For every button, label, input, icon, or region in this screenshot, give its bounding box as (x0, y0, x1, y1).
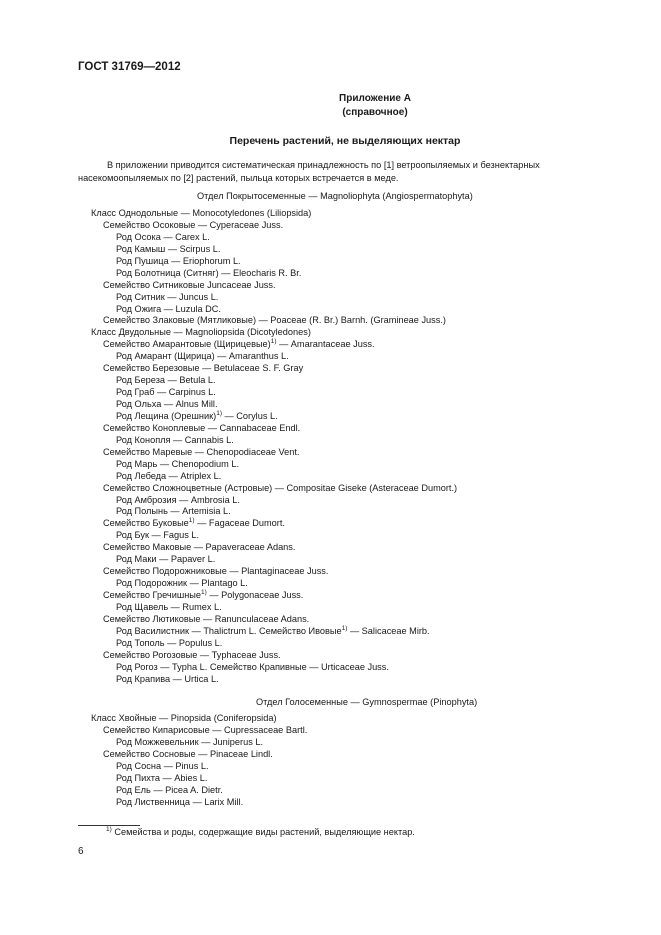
division-heading-angiosperms: Отдел Покрытосеменные — Magnoliophyta (Angiospermatophyta) (197, 191, 473, 201)
taxon-family (78, 566, 638, 578)
taxon-text: Класс Двудольные — Magnoliopsida (Dicotyledones) (91, 327, 311, 338)
taxon-text: Семейство Ситниковые Juncaceae Juss. (103, 279, 276, 290)
taxon-text: Род Ожига — Luzula DC. (116, 303, 221, 314)
taxon-family (78, 315, 638, 327)
taxon-text: Род Ситник — Juncus L. (116, 291, 219, 302)
taxon-text: Род Рогоз — Typha L. Семейство Крапивные — Urticaceae Juss. (116, 661, 389, 672)
taxon-text: Род Маки — Papaver L. (116, 554, 216, 565)
footnote-ref: 1) (201, 589, 207, 596)
taxon-text: Род Тополь — Populus L. (116, 637, 223, 648)
division-heading-gymnosperms: Отдел Голосеменные — Gymnospermae (Pinophyta) (256, 697, 478, 707)
taxon-genus (78, 674, 638, 686)
taxon-latin: — Amarantaceae Juss. (276, 339, 375, 350)
taxon-text: Класс Хвойные — Pinopsida (Coniferopsida) (91, 713, 277, 723)
taxon-text: Семейство Лютиковые — Ranunculaceae Adans. (103, 613, 310, 624)
taxon-genus (78, 530, 638, 542)
taxon-genus (78, 232, 638, 244)
taxon-text: Род Амброзия — Ambrosia L. (116, 494, 240, 505)
taxon-text: Семейство Гречишные (103, 590, 201, 600)
taxon-genus (78, 737, 638, 749)
taxon-genus (78, 578, 638, 590)
taxon-text: Семейство Березовые — Betulaceae S. F. Gray (103, 363, 304, 374)
taxon-text: Род Крапива — Urtica L. (116, 673, 219, 684)
taxon-genus (78, 459, 638, 471)
taxon-family (78, 447, 638, 459)
taxon-text: Род Ольха — Alnus Mill. (116, 399, 218, 409)
page-title: Перечень растений, не выделяющих нектар (229, 135, 461, 147)
taxon-text: Род Пихта — Abies L. (116, 772, 208, 783)
taxon-family (78, 542, 638, 554)
taxon-text: Род Бук — Fagus L. (116, 530, 200, 541)
taxon-text: Семейство Злаковые (Мятликовые) — Poaceae (R. Br.) Barnh. (Gramineae Juss.) (103, 315, 446, 326)
taxon-text: Семейство Сложноцветные (Астровые) — Compositae Giseke (Asteraceae Dumort.) (103, 482, 458, 493)
taxon-genus (78, 662, 638, 674)
taxon-text: Род Камыш — Scirpus L. (116, 243, 221, 254)
taxon-text: Род Конопля — Cannabis L. (116, 434, 234, 445)
footnote-ref: 1) (188, 517, 195, 525)
taxon-genus (78, 638, 638, 650)
taxon-text: Род Лещина (Орешник) (116, 410, 217, 421)
taxon-genus (78, 292, 638, 304)
taxon-text: Род Можжевельник — Juniperus L. (116, 736, 264, 747)
taxon-genus (78, 785, 638, 797)
footnote-ref: 1) (341, 624, 348, 632)
taxon-genus (78, 304, 638, 316)
taxon-text: Род Болотница (Ситняг) — Eleocharis R. Br. (116, 267, 302, 278)
taxon-text: Род Амарант (Щирица) — Amaranthus L. (116, 351, 289, 362)
taxon-genus (78, 773, 638, 785)
taxon-text: Класс Однодольные — Monocotyledones (Liliopsida) (91, 208, 312, 218)
taxon-family (78, 220, 638, 232)
taxon-genus (78, 351, 638, 363)
taxon-text: Род Пушица — Eriophorum L. (116, 255, 241, 266)
taxon-text: Род Ель — Picea A. Dietr. (116, 784, 223, 795)
taxon-genus (78, 244, 638, 256)
intro-paragraph: В приложении приводится систематическая принадлежность по [1] ветроопыляемых и безнектарных насекомоопыляемых по [2] растений, пыльца которых встречается в меде. (78, 160, 540, 183)
taxon-class (78, 327, 638, 339)
taxon-genus (78, 626, 638, 638)
taxon-latin: — Fagaceae Dumort. (194, 518, 285, 529)
footnote-ref: 1) (216, 409, 222, 417)
taxon-text: Семейство Осоковые — Cyperaceae Juss. (103, 219, 284, 230)
taxon-text: Семейство Маревые — Chenopodiaceae Vent. (103, 446, 300, 457)
taxon-text: Род Сосна — Pinus L. (116, 760, 209, 771)
taxon-text: Семейство Амарантовые (Щирицевые) (103, 339, 271, 350)
footnote (106, 827, 415, 837)
taxon-family (78, 280, 638, 292)
taxon-text: Семейство Кипарисовые — Cupressaceae Bartl. (103, 724, 308, 735)
taxon-genus (78, 399, 638, 411)
taxon-text: Род Василистник — Thalictrum L. Семейство Ивовые (116, 625, 342, 636)
taxon-genus (78, 435, 638, 447)
taxon-genus (78, 602, 638, 614)
taxonomy-list-gymnosperms (78, 713, 638, 809)
taxon-genus (78, 506, 638, 518)
taxon-genus (78, 471, 638, 483)
taxon-latin: — Polygonaceae Juss. (206, 590, 304, 600)
taxon-text: Род Подорожник — Plantago L. (116, 578, 248, 589)
taxon-text: Род Марь — Chenopodium L. (116, 458, 240, 469)
taxon-family (78, 725, 638, 737)
page-number: 6 (78, 846, 84, 857)
taxon-latin: — Salicaceae Mirb. (347, 625, 430, 636)
taxon-class (78, 208, 638, 220)
taxon-text: Семейство Маковые — Papaveraceae Adans. (103, 542, 296, 553)
taxon-family (78, 614, 638, 626)
taxon-genus (78, 256, 638, 268)
taxon-genus (78, 495, 638, 507)
taxonomy-list-angiosperms (78, 208, 638, 686)
taxon-genus (78, 375, 638, 387)
taxon-text: Семейство Коноплевые — Cannabaceae Endl. (103, 422, 301, 433)
taxon-family (78, 749, 638, 761)
taxon-text: Род Береза — Betula L. (116, 375, 216, 386)
footnote-text: Семейства и роды, содержащие виды растений, выделяющие нектар. (111, 827, 415, 837)
taxon-family (78, 483, 638, 495)
taxon-genus (78, 761, 638, 773)
document-header: ГОСТ 31769—2012 (78, 61, 181, 73)
taxon-family (78, 363, 638, 375)
appendix-label: Приложение А (339, 93, 411, 104)
taxon-latin: — Corylus L. (221, 410, 278, 421)
taxon-text: Род Граб — Carpinus L. (116, 387, 216, 398)
taxon-genus (78, 387, 638, 399)
footnote-mark: 1) (106, 826, 112, 833)
taxon-family (78, 650, 638, 662)
footnote-ref: 1) (270, 338, 277, 346)
taxon-genus (78, 797, 638, 809)
taxon-class (78, 713, 638, 725)
taxon-text: Семейство Рогозовые — Typhaceae Juss. (103, 649, 281, 660)
taxon-text: Род Лебеда — Atriplex L. (116, 470, 222, 481)
taxon-genus (78, 268, 638, 280)
taxon-text: Род Щавель — Rumex L. (116, 601, 222, 612)
taxon-text: Род Осока — Carex L. (116, 231, 210, 242)
taxon-family (78, 423, 638, 435)
taxon-genus (78, 411, 638, 423)
taxon-text: Род Полынь — Artemisia L. (116, 506, 231, 517)
taxon-family (78, 518, 638, 530)
taxon-text: Семейство Сосновые — Pinaceae Lindl. (103, 748, 273, 759)
appendix-kind: (справочное) (342, 107, 408, 118)
taxon-text: Семейство Подорожниковые — Plantaginaceae Juss. (103, 566, 329, 577)
taxon-genus (78, 554, 638, 566)
taxon-family (78, 339, 638, 351)
taxon-text: Семейство Буковые (103, 518, 189, 529)
taxon-text: Род Лиственница — Larix Mill. (116, 796, 244, 807)
taxon-family (78, 590, 638, 602)
